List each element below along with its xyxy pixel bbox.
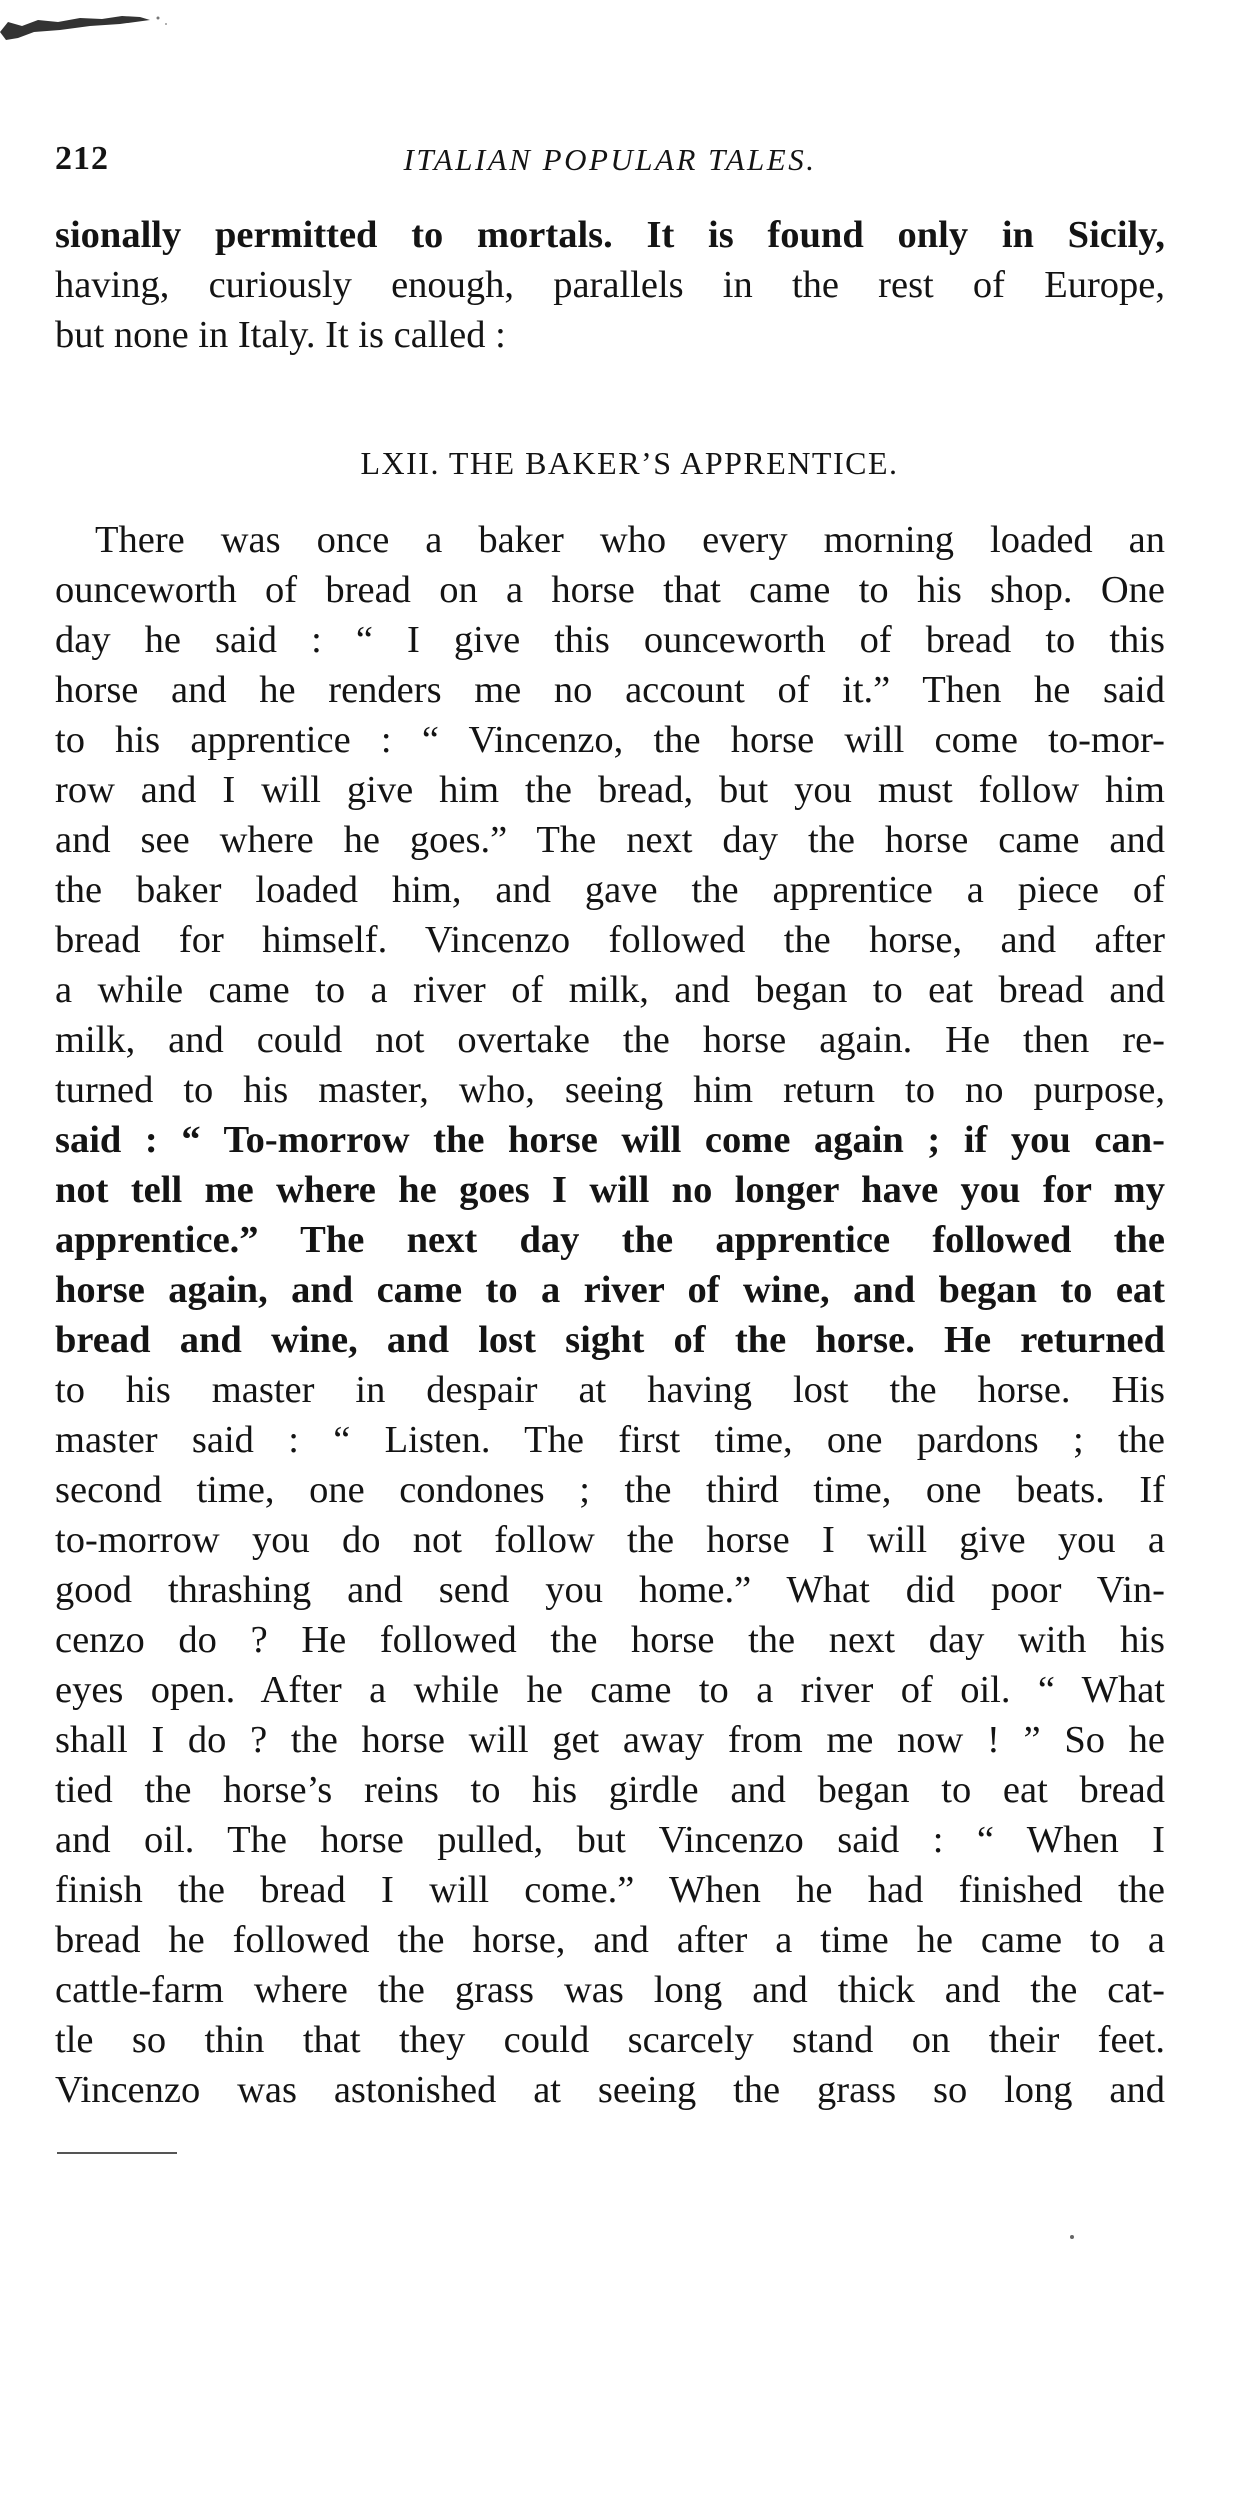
page-header [55,140,1165,190]
text-line: to his master in despair at having lost the horse. His [55,1369,1165,1411]
text-line: There was once a baker who every morning loaded an [95,519,1165,561]
text-line: the baker loaded him, and gave the apprentice a piece of [55,869,1165,911]
page-number: 212 [55,140,109,177]
text-line: Vincenzo was astonished at seeing the grass so long and [55,2069,1165,2111]
text-line: ounceworth of bread on a horse that came to his shop. One [55,569,1165,611]
story-paragraph [55,515,1165,2115]
text-line: tle so thin that they could scarcely stand on their feet. [55,2019,1165,2061]
text-line: master said : “ Listen. The first time, one pardons ; the [55,1419,1165,1461]
text-line: cattle-farm where the grass was long and thick and the cat- [55,1969,1165,2011]
text-line: second time, one condones ; the third time, one beats. If [55,1469,1165,1511]
footnote-rule [57,2152,177,2154]
text-line: day he said : “ I give this ounceworth of bread to this [55,619,1165,661]
text-line: eyes open. After a while he came to a river of oil. “ What [55,1669,1165,1711]
text-line: shall I do ? the horse will get away from me now ! ” So he [55,1719,1165,1761]
text-line: not tell me where he goes I will no longer have you for my [55,1169,1165,1211]
text-line: to-morrow you do not follow the horse I will give you a [55,1519,1165,1561]
intro-paragraph [55,210,1165,360]
running-head: ITALIAN POPULAR TALES. [403,142,817,177]
text-line: and see where he goes.” The next day the horse came and [55,819,1165,861]
text-line: but none in Italy. It is called : [55,314,506,356]
text-line: cenzo do ? He followed the horse the next day with his [55,1619,1165,1661]
print-speck [1070,2235,1074,2239]
text-line: having, curiously enough, parallels in the rest of Europe, [55,264,1165,306]
text-line: horse again, and came to a river of wine, and began to eat [55,1269,1165,1311]
text-line: row and I will give him the bread, but you must follow him [55,769,1165,811]
text-line: said : “ To-morrow the horse will come again ; if you can- [55,1119,1165,1161]
text-line: tied the horse’s reins to his girdle and began to eat bread [55,1769,1165,1811]
text-line: bread he followed the horse, and after a time he came to a [55,1919,1165,1961]
chapter-title: LXII. THE BAKER’S APPRENTICE. [360,445,899,481]
text-line: apprentice.” The next day the apprentice followed the [55,1219,1165,1261]
text-line: and oil. The horse pulled, but Vincenzo said : “ When I [55,1819,1165,1861]
text-line: horse and he renders me no account of it.” Then he said [55,669,1165,711]
text-line: turned to his master, who, seeing him return to no purpose, [55,1069,1165,1111]
text-line: bread and wine, and lost sight of the horse. He returned [55,1319,1165,1361]
text-line: to his apprentice : “ Vincenzo, the horse will come to-mor- [55,719,1165,761]
text-line: sionally permitted to mortals. It is found only in Sicily, [55,214,1165,256]
text-line: finish the bread I will come.” When he had finished the [55,1869,1165,1911]
text-line: good thrashing and send you home.” What did poor Vin- [55,1569,1165,1611]
ink-smudge-mark [0,8,170,42]
text-line: a while came to a river of milk, and began to eat bread and [55,969,1165,1011]
text-line: milk, and could not overtake the horse again. He then re- [55,1019,1165,1061]
text-line: bread for himself. Vincenzo followed the horse, and after [55,919,1165,961]
